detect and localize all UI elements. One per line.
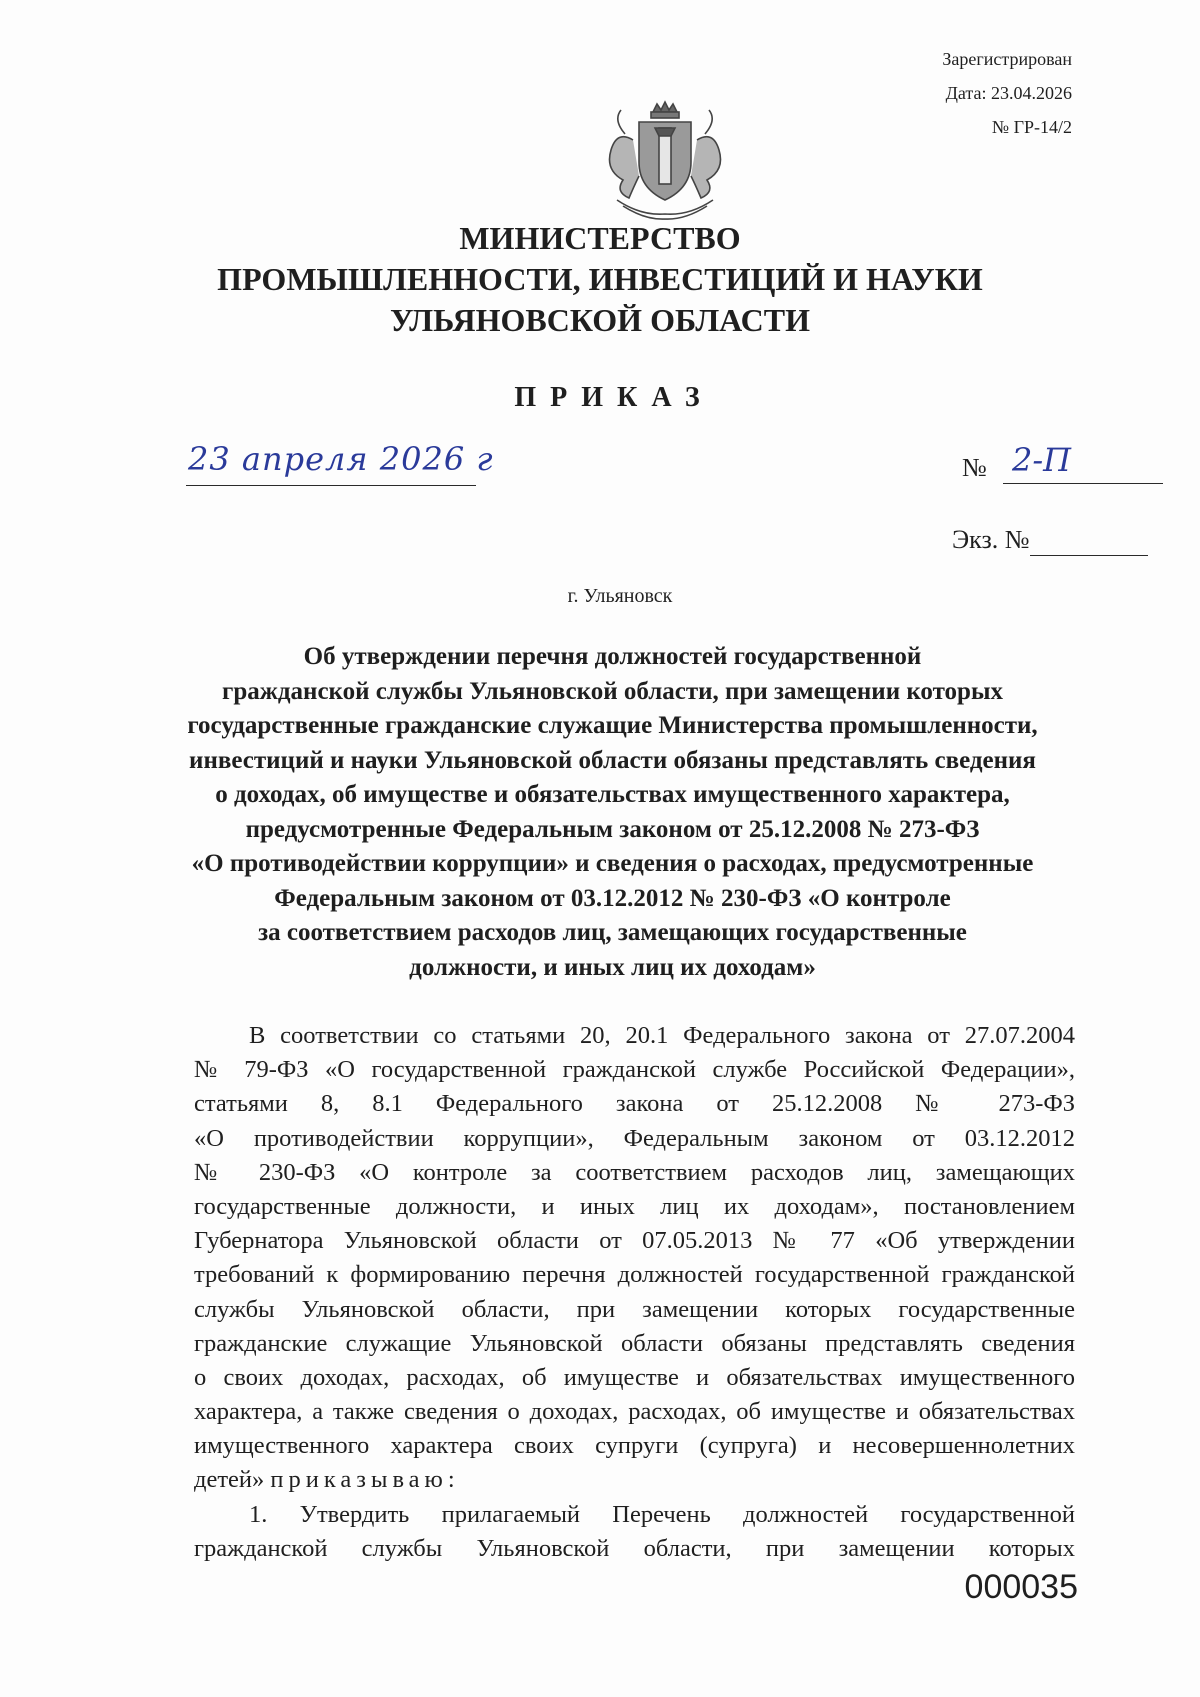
body-line: имущественного характера своих супруги (супруга) и несовершеннолетних xyxy=(194,1432,1075,1460)
title-line: о доходах, об имуществе и обязательствах имущественного характера, xyxy=(215,781,1010,808)
registration-number: № ГР-14/2 xyxy=(991,117,1072,137)
title-line: Федеральным законом от 03.12.2012 № 230-ФЗ «О контроле xyxy=(274,884,951,912)
title-line: инвестиций и науки Ульяновской области обязаны представлять сведения xyxy=(189,746,1036,774)
item-1-line: 1. Утвердить прилагаемый Перечень должностей государственной xyxy=(249,1500,1075,1528)
date-underline xyxy=(186,485,476,486)
order-date: 23 апреля 2026 г xyxy=(188,440,494,478)
ministry-name-line-3: УЛЬЯНОВСКОЙ ОБЛАСТИ xyxy=(389,302,811,338)
body-line: статьями 8, 8.1 Федерального закона от 25.12.2008 № 273-ФЗ xyxy=(194,1090,1075,1118)
body-line: гражданские служащие Ульяновской области обязаны представлять сведения xyxy=(194,1329,1075,1357)
item-1-line: гражданской службы Ульяновской области, при замещении которых xyxy=(194,1534,1075,1562)
coat-of-arms-icon xyxy=(595,100,735,222)
body-line-last xyxy=(194,1463,1075,1497)
body-line: «О противодействии коррупции», Федеральным законом от 03.12.2012 xyxy=(194,1124,1075,1152)
title-line: за соответствием расходов лиц, замещающих государственные xyxy=(258,919,967,946)
order-title xyxy=(150,640,1075,985)
title-line: государственные гражданские служащие Министерства промышленности, xyxy=(187,712,1038,739)
body-line: о своих доходах, расходах, об имуществе и обязательствах имущественного xyxy=(194,1363,1075,1391)
ministry-name-line-1: МИНИСТЕРСТВО xyxy=(459,220,741,256)
document-type: ПРИКАЗ xyxy=(514,382,714,413)
order-body xyxy=(194,1019,1075,1566)
title-line: предусмотренные Федеральным законом от 25.12.2008 № 273-ФЗ xyxy=(245,815,980,843)
body-line: характера, а также сведения о доходах, расходах, об имуществе и обязательствах xyxy=(194,1398,1075,1426)
copy-number-label: Экз. № xyxy=(952,525,1030,554)
body-line: государственные должности, и иных лиц их доходам», постановлением xyxy=(194,1192,1075,1220)
page-number: 000035 xyxy=(964,1568,1078,1606)
body-line: В соответствии со статьями 20, 20.1 Федерального закона от 27.07.2004 xyxy=(249,1022,1075,1049)
registration-status: Зарегистрирован xyxy=(942,49,1072,69)
body-last-words: детей» xyxy=(194,1466,265,1494)
body-line: № 230-ФЗ «О контроле за соответствием расходов лиц, замещающих xyxy=(194,1158,1075,1186)
city: г. Ульяновск xyxy=(567,585,673,607)
body-line: № 79-ФЗ «О государственной гражданской службе Российской Федерации», xyxy=(194,1056,1075,1084)
title-line: гражданской службы Ульяновской области, при замещении которых xyxy=(222,677,1003,705)
title-line: Об утверждении перечня должностей государственной xyxy=(303,643,922,670)
prikazyvayu: приказываю: xyxy=(270,1466,460,1494)
body-line: Губернатора Ульяновской области от 07.05.2013 № 77 «Об утверждении xyxy=(194,1227,1075,1255)
order-number-label: № xyxy=(962,453,987,482)
copy-number-blank xyxy=(1030,555,1148,556)
body-line: требований к формированию перечня должностей государственной гражданской xyxy=(194,1261,1075,1289)
body-line: службы Ульяновской области, при замещении которых государственные xyxy=(194,1295,1075,1323)
title-line: «О противодействии коррупции» и сведения о расходах, предусмотренные xyxy=(191,850,1034,877)
ministry-name-line-2: ПРОМЫШЛЕННОСТИ, ИНВЕСТИЦИЙ И НАУКИ xyxy=(217,261,983,297)
registration-date: Дата: 23.04.2026 xyxy=(945,83,1072,103)
number-underline xyxy=(1003,483,1163,484)
order-number: 2-П xyxy=(1012,441,1072,479)
title-line: должности, и иных лиц их доходам» xyxy=(409,953,816,981)
